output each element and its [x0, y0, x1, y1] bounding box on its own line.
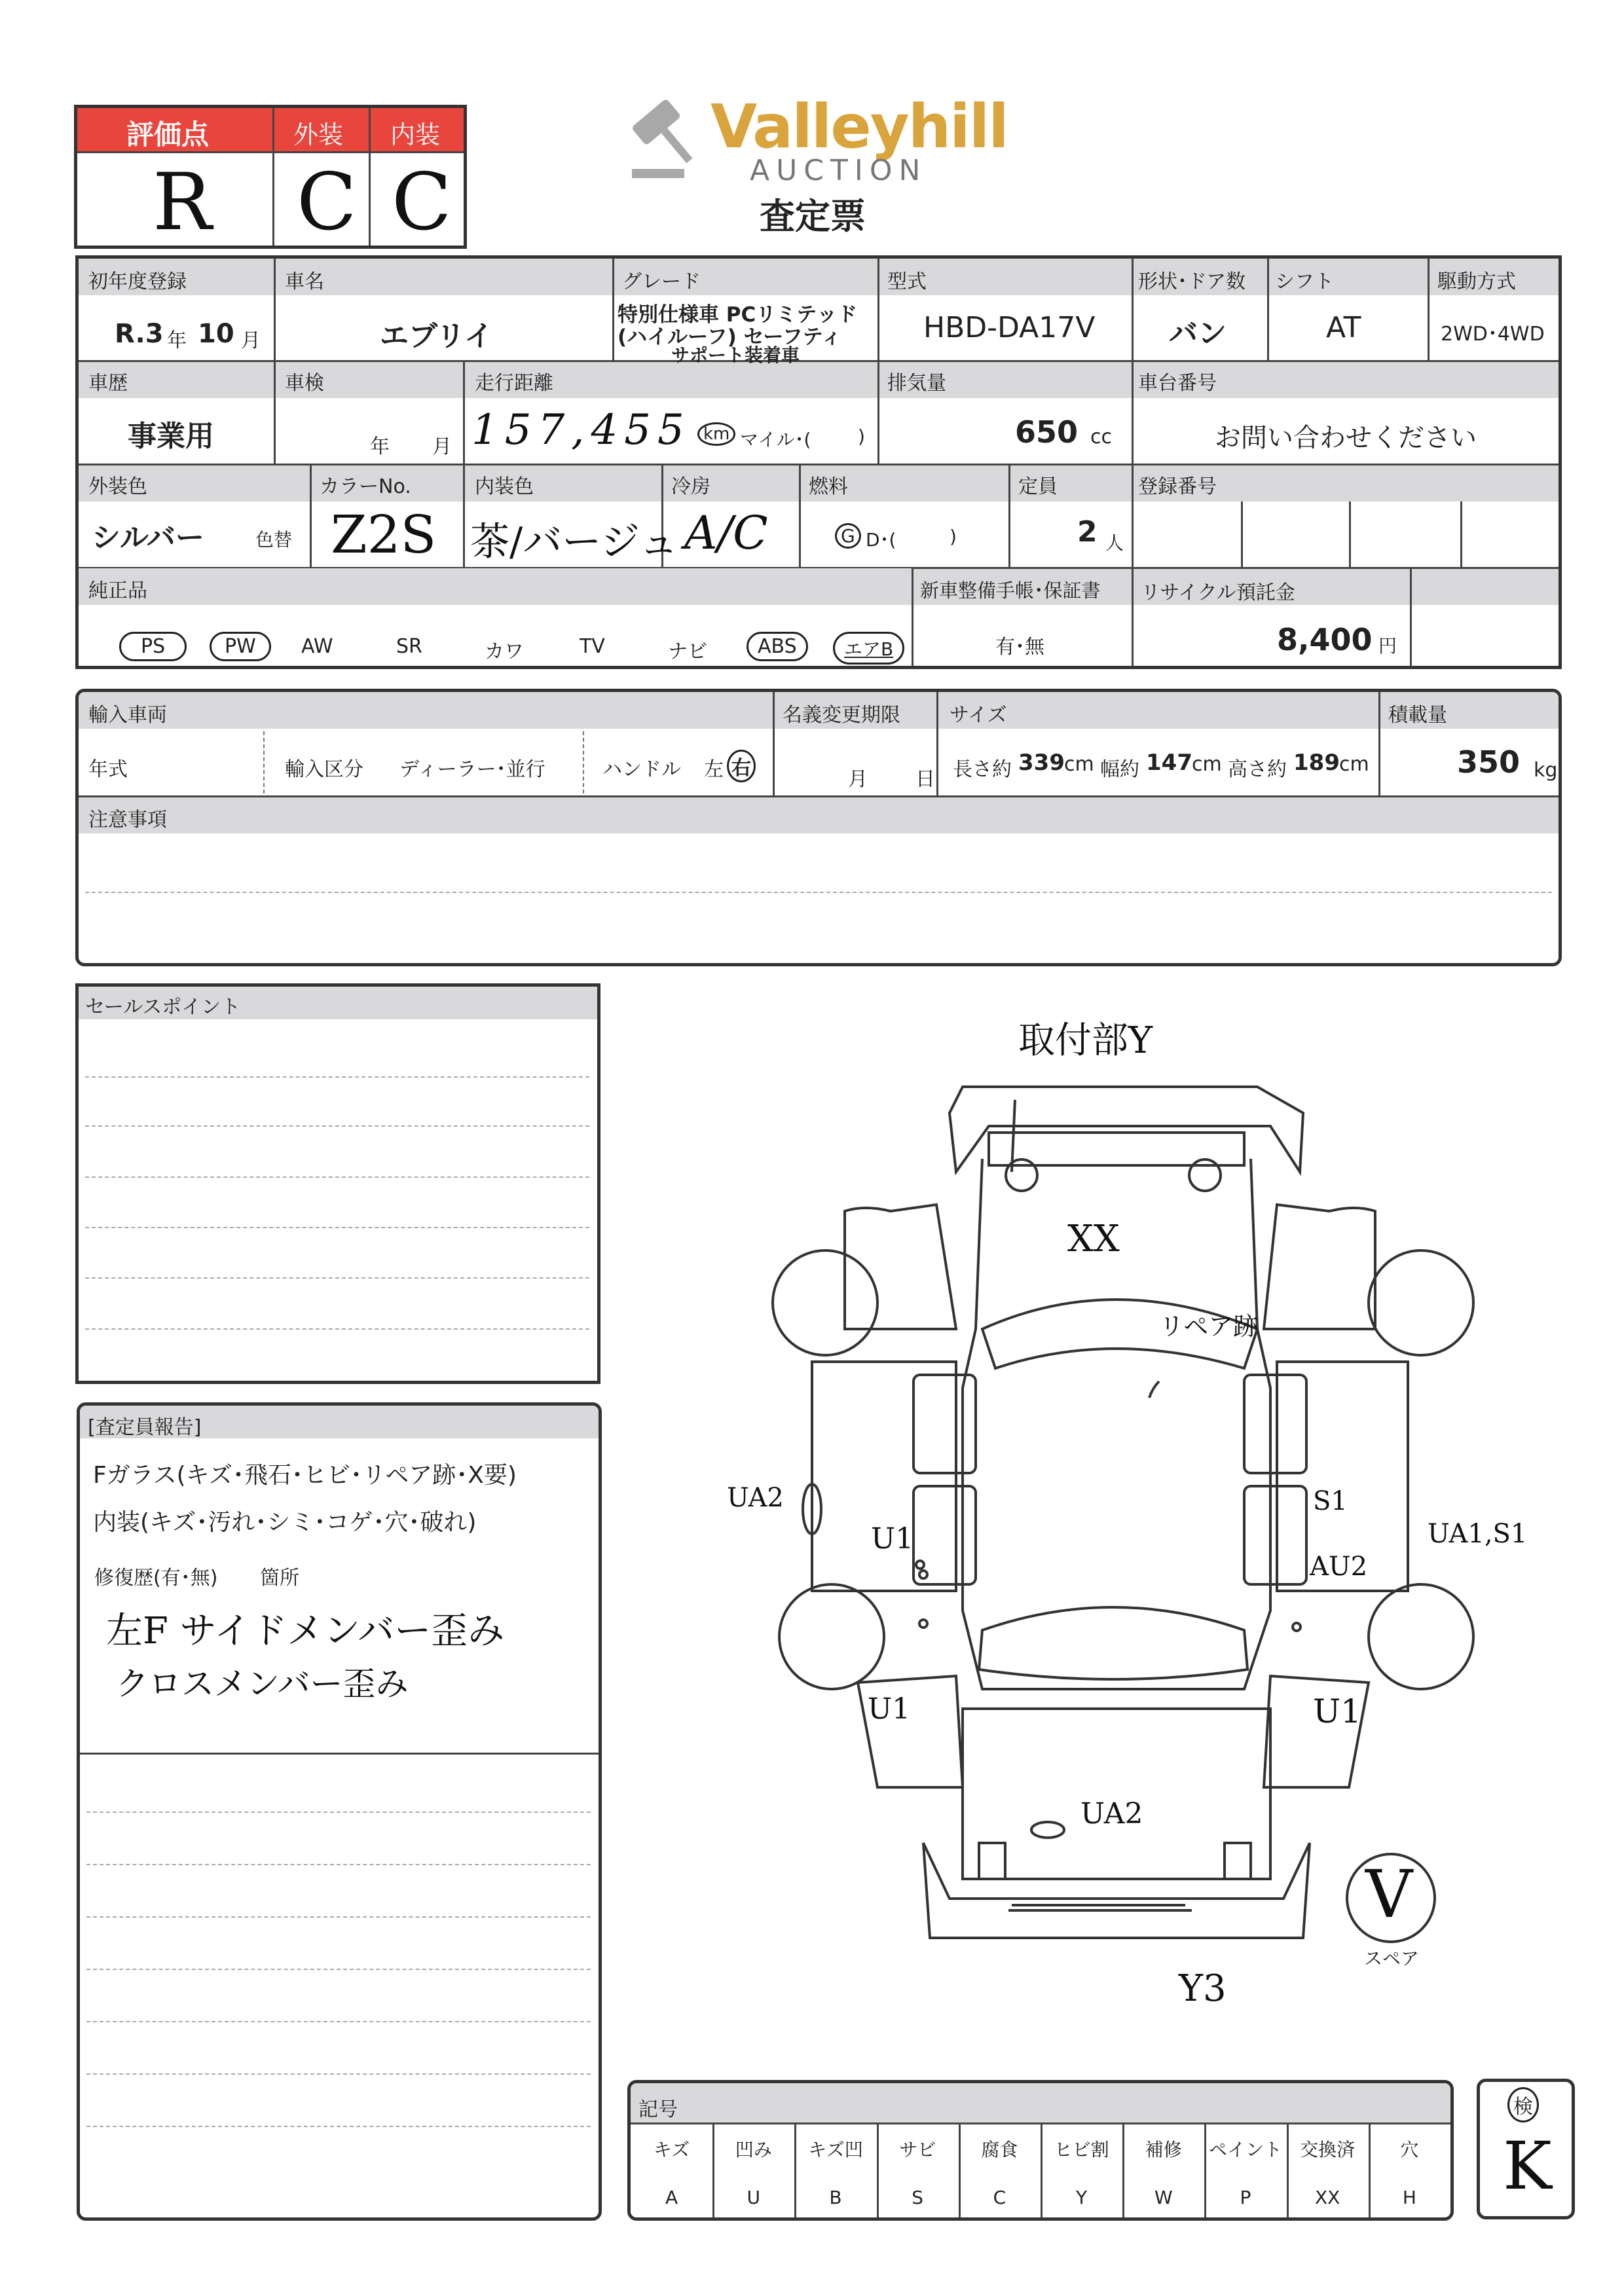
- score-value: R: [153, 157, 212, 248]
- legend-code-2: B: [829, 2187, 842, 2208]
- legend-name-8: 交換済: [1300, 2139, 1356, 2160]
- ac-value: A/C: [684, 506, 768, 560]
- legend-name-3: サビ: [899, 2139, 936, 2160]
- legend-code-9: H: [1402, 2187, 1416, 2208]
- mark-left-side: UA2: [727, 1483, 784, 1513]
- grade-label: グレード: [622, 270, 701, 293]
- load-label: 積載量: [1388, 704, 1447, 727]
- shift-value: AT: [1326, 311, 1361, 344]
- grade-line3: サポート装着車: [671, 344, 800, 366]
- equipment-label: 純正品: [88, 579, 147, 602]
- left-front-door-window: [913, 1375, 976, 1473]
- location-label: 箇所: [260, 1567, 299, 1590]
- legend-name-6: 補修: [1145, 2139, 1182, 2160]
- spare-check: V: [1365, 1856, 1413, 1933]
- ac-label: 冷房: [671, 475, 710, 498]
- first-reg-label: 初年度登録: [88, 270, 187, 293]
- displacement-label: 排気量: [887, 372, 946, 395]
- name-change-label: 名義変更期限: [783, 704, 900, 727]
- legend-name-7: ペイント: [1208, 2139, 1282, 2160]
- import-label: 輸入車両: [88, 704, 167, 727]
- first-reg-value: R.3: [115, 319, 164, 349]
- left-front-wheel: [773, 1250, 877, 1355]
- legend-code-1: U: [747, 2187, 761, 2208]
- legend-code-3: S: [912, 2187, 924, 2208]
- right-front-fender: [1264, 1205, 1375, 1329]
- chassis-label: 車台番号: [1138, 372, 1217, 395]
- handle-label: ハンドル: [602, 758, 681, 781]
- repaint-label: 色替: [255, 529, 293, 551]
- notes-label: 注意事項: [88, 809, 167, 831]
- import-type-label: 輸入区分: [285, 758, 363, 781]
- brand-sub: AUCTION: [750, 154, 927, 187]
- grade-line1: 特別仕様車 PCリミテッド: [618, 303, 858, 327]
- ext-color-value: シルバー: [92, 521, 204, 555]
- history-label: 車歴: [88, 372, 128, 395]
- spare-label: スペア: [1364, 1948, 1420, 1969]
- mileage-value: 157,455: [471, 406, 691, 454]
- inspector-label: 検: [1507, 2087, 1539, 2123]
- recycle-label: リサイクル預託金: [1141, 581, 1295, 604]
- mileage-label: 走行距離: [475, 372, 553, 395]
- color-no-value: Z2S: [331, 504, 437, 565]
- load-value: 350: [1457, 744, 1521, 780]
- left-tail-lamp: [979, 1843, 1005, 1879]
- height-value: 189: [1293, 750, 1340, 776]
- manual-label: 新車整備手帳･保証書: [920, 579, 1101, 602]
- equip-airbag: エアB: [833, 632, 904, 665]
- int-color-label: 内装色: [475, 475, 534, 498]
- mileage-km: km: [697, 422, 735, 446]
- capacity-label: 定員: [1018, 475, 1058, 498]
- grade-box: [74, 105, 467, 249]
- manual-value: 有･無: [995, 636, 1044, 659]
- import-year-label: 年式: [88, 758, 128, 781]
- history-value: 事業用: [128, 420, 214, 453]
- legend-code-5: Y: [1076, 2187, 1088, 2208]
- right-tail-lamp: [1225, 1843, 1251, 1879]
- equip-ps: PS: [119, 632, 187, 661]
- exterior-label: 外装: [293, 120, 344, 149]
- equip-tv: TV: [580, 635, 605, 658]
- mark-rear-panel: UA2: [1080, 1797, 1143, 1831]
- legend-name-4: 腐食: [981, 2139, 1018, 2160]
- legend-name-9: 穴: [1400, 2139, 1419, 2160]
- handle-left: 左: [704, 758, 724, 781]
- equip-pw: PW: [210, 632, 271, 661]
- repair-note-line1: 左F サイドメンバー歪み: [106, 1610, 505, 1652]
- report-label: [査定員報告]: [88, 1416, 202, 1439]
- fuel-label: 燃料: [809, 475, 848, 498]
- gavel-icon: [625, 92, 710, 183]
- sales-label: セールスポイント: [85, 996, 241, 1019]
- first-reg-month: 10: [198, 319, 234, 349]
- color-no-label: カラーNo.: [320, 475, 411, 498]
- mark-right-rear: U1: [1313, 1692, 1361, 1730]
- legend-name-1: 凹み: [735, 2139, 772, 2160]
- doc-title: 査定票: [760, 196, 866, 237]
- legend-name-0: キズ: [653, 2139, 690, 2160]
- mark-front-mount: 取付部Y: [1018, 1019, 1153, 1062]
- drive-label: 駆動方式: [1437, 270, 1516, 293]
- size-label: サイズ: [950, 704, 1007, 727]
- mark-rear-bumper: Y3: [1179, 1967, 1227, 2010]
- grade-line2: (ハイルーフ) セーフティ: [618, 325, 842, 349]
- equip-navi: ナビ: [668, 640, 707, 663]
- import-table: 輸入車両 年式 輸入区分 ディーラー･並行 ハンドル 左 右 名義変更期限 月 日 サイズ 長さ約 339 cm 幅約 147 cm 高さ約 189 cm 積載量 350 kg 注意事項: [75, 689, 1562, 966]
- left-side-panel: [812, 1362, 956, 1591]
- reg-no-label: 登録番号: [1138, 475, 1217, 498]
- mark-right-side: UA1,S1: [1428, 1519, 1528, 1549]
- left-rear-wheel: [779, 1584, 884, 1689]
- sales-point-box: [75, 983, 600, 1384]
- mark-windshield: XX: [1067, 1218, 1120, 1260]
- rear-window: [979, 1607, 1247, 1679]
- legend-name-2: キズ凹: [808, 2139, 863, 2160]
- legend-table: [627, 2080, 1454, 2221]
- right-front-door-window: [1244, 1375, 1306, 1473]
- handle-right: 右: [727, 750, 756, 782]
- drive-value: 2WD･4WD: [1441, 323, 1545, 346]
- body-label: 形状･ドア数: [1138, 270, 1246, 293]
- model-value: HBD-DA17V: [923, 311, 1096, 344]
- legend-name-5: ヒビ割: [1054, 2139, 1109, 2160]
- displacement-value: 650: [1015, 414, 1079, 450]
- interior-value: C: [392, 157, 452, 248]
- exterior-value: C: [297, 157, 357, 248]
- interior-line: 内装(キズ･汚れ･シミ･コゲ･穴･破れ): [93, 1509, 477, 1536]
- score-label: 評価点: [126, 118, 210, 151]
- mark-left-door: U1: [871, 1522, 914, 1556]
- mark-right-door-au: AU2: [1310, 1552, 1368, 1582]
- equip-abs: ABS: [747, 632, 808, 661]
- right-front-wheel: [1369, 1250, 1473, 1355]
- width-value: 147: [1146, 750, 1192, 776]
- right-rear-door-window: [1244, 1486, 1306, 1584]
- int-color-value: 茶/バージュ: [470, 519, 678, 565]
- import-type-value: ディーラー･並行: [399, 758, 545, 781]
- shift-label: シフト: [1275, 270, 1334, 293]
- model-label: 型式: [887, 270, 927, 293]
- legend-label: 記号: [638, 2098, 678, 2121]
- mark-repair-trace: リペア跡: [1159, 1312, 1259, 1341]
- body-value: バン: [1169, 317, 1227, 350]
- brand-name: Valleyhill: [710, 92, 1008, 162]
- legend-code-4: C: [993, 2187, 1006, 2208]
- equip-leather: カワ: [485, 640, 524, 663]
- ext-color-label: 外装色: [88, 475, 147, 498]
- legend-code-6: W: [1154, 2187, 1173, 2208]
- mark-left-rear: U1: [868, 1692, 911, 1726]
- length-value: 339: [1018, 750, 1065, 776]
- capacity-value: 2: [1077, 515, 1098, 549]
- inspector-report-box: [77, 1402, 602, 2221]
- right-rear-wheel: [1369, 1584, 1473, 1689]
- mark-right-door-s1: S1: [1313, 1486, 1348, 1516]
- car-name-label: 車名: [285, 270, 324, 293]
- inspector-initial: K: [1503, 2128, 1552, 2204]
- legend-code-7: P: [1240, 2187, 1251, 2208]
- equip-aw: AW: [301, 635, 333, 658]
- car-name-value: エブリイ: [380, 319, 493, 353]
- equip-sr: SR: [396, 635, 422, 658]
- chassis-value: お問い合わせください: [1215, 423, 1477, 453]
- interior-label: 内装: [390, 120, 441, 149]
- inspection-label: 車検: [285, 372, 324, 395]
- glass-line: Fガラス(キズ･飛石･ヒビ･リペア跡･X要): [93, 1462, 517, 1489]
- vehicle-info-table: 初年度登録 R.3 年 10 月 車名 エブリイ グレード 特別仕様車 PCリミテッド (ハイルーフ) セーフティ サポート装着車 型式 HBD-DA17V 形状･ドア数 バン シフト AT 駆動方式 2WD･4WD 車歴 事業用 車検 年 月 走行距離 157,455 km マイル･( ) 排気量 650 cc 車台番号 お問い合わせください 外装色 シルバー 色替 カラーNo. Z2S 内装色 茶/バージュ 冷房 A/C 燃料 G D･( ) 定員 2 人 登録番号 純正品 PS PW AW SR カワ TV ナビ ABS エアB 新車整備手帳･保証書 有･無 リサイクル預託金 8,400 円: [75, 255, 1562, 669]
- inspector-stamp-box: [1477, 2079, 1575, 2219]
- repair-label: 修復歴(有･無): [94, 1567, 218, 1590]
- recycle-value: 8,400: [1277, 622, 1373, 657]
- repair-note-line2: クロスメンバー歪み: [116, 1665, 409, 1703]
- legend-code-8: XX: [1315, 2187, 1340, 2208]
- fuel-gas: G: [835, 523, 861, 549]
- legend-code-0: A: [665, 2187, 678, 2208]
